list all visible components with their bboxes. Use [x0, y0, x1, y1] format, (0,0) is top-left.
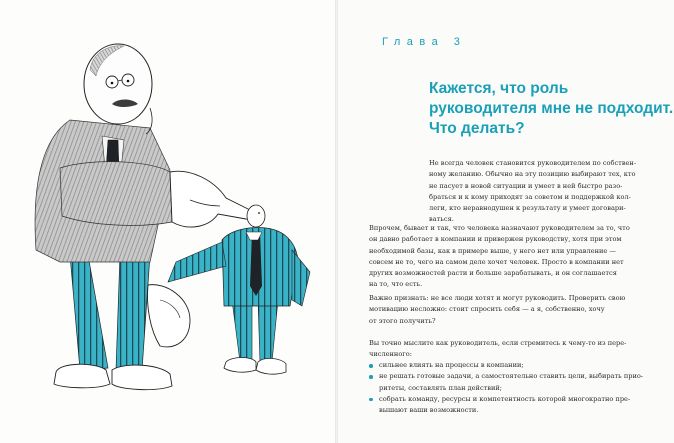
text-line: не пасует в новой ситуации и умеет в ней быстро разо-	[429, 181, 623, 190]
list-item	[369, 394, 637, 417]
right-page	[338, 0, 674, 443]
chapter-label: Глава 3	[382, 36, 467, 48]
chapter-title-line: Что делать?	[429, 120, 525, 137]
small-man-trousers	[232, 300, 252, 362]
text-line: не решать готовые задачи, а самостоятельно ставить цели, выбирать прио-	[379, 372, 644, 381]
text-line: на то, что есть.	[369, 280, 423, 289]
list-item	[369, 360, 637, 371]
boss-and-manager-illustration	[0, 0, 336, 443]
bullet-dot-icon	[369, 375, 373, 379]
text-line: необходимой базы, как в примере выше, у него нет или управление —	[369, 246, 616, 255]
text-line: ваться.	[429, 215, 454, 224]
big-man-trousers	[70, 255, 150, 370]
text-line: Впрочем, бывает и так, что человека назначают руководителем за то, что	[369, 224, 630, 232]
list-item	[369, 371, 644, 394]
text-line: вышают ваши возможности.	[379, 406, 479, 415]
text-line: совсем не то, чего на самом деле хочет человек. Просто в компании нет	[369, 257, 624, 266]
big-man-pointing-hand	[170, 171, 253, 227]
text-line: собрать команду, ресурсы и компетентность которой многократно пре-	[379, 394, 631, 403]
text-line: ному желанию. Обычно на эту позицию выбирают тех, кто	[429, 170, 636, 179]
text-line: ритеты, составлять план действий;	[379, 383, 503, 392]
text-line: Важно признать: не все люди хотят и могут руководить. Проверить свою	[369, 294, 626, 302]
text-line: леги, кто неравнодушен к результату и умеет договари-	[429, 204, 626, 213]
text-line: сильнее влиять на процессы в компании;	[379, 361, 524, 369]
big-man-left-shoe	[54, 364, 110, 388]
chapter-title	[429, 79, 674, 139]
small-man-right-arm	[292, 250, 310, 306]
small-man-left-arm	[168, 242, 226, 282]
chapter-title-line: руководителя мне не подходит.	[429, 100, 674, 117]
small-man-left-shoe	[224, 358, 256, 373]
big-man-right-shoe	[112, 365, 172, 390]
chapter-title-line: Кажется, что роль	[429, 80, 569, 97]
bullet-dot-icon	[369, 364, 373, 368]
text-line: мотивацию несложно: стоит спросить себя — а я, собственно, хочу	[369, 305, 605, 314]
text-line: браться и к кому приходят за советом и поддержкой кол-	[429, 192, 631, 201]
text-line: Не всегда человек становится руководителем по собствен-	[429, 159, 637, 167]
text-line: Вы точно мыслите как руководитель, если стремитесь к чему-то из пере-	[369, 339, 627, 347]
small-man	[168, 205, 310, 374]
big-man-lower-hand	[148, 285, 191, 347]
small-man-tie	[250, 232, 262, 296]
paragraph-list-intro	[369, 338, 637, 361]
text-line: других возможностей расти и больше зарабатывать, и он соглашается	[369, 269, 617, 278]
paragraph-intro	[429, 158, 635, 226]
left-page	[0, 0, 336, 443]
paragraph-appointment	[369, 223, 637, 291]
bullet-list	[369, 360, 644, 416]
bullet-dot-icon	[369, 398, 373, 402]
small-man-right-shoe	[256, 358, 286, 374]
paragraph-motivation	[369, 293, 637, 327]
text-line: численного:	[369, 350, 412, 359]
big-man-sleeve	[60, 162, 172, 226]
text-line: от этого получить?	[369, 316, 436, 325]
text-line: он давно работает в компании и привержен руководству, хотя при этом	[369, 235, 622, 244]
small-man-head	[247, 205, 265, 227]
